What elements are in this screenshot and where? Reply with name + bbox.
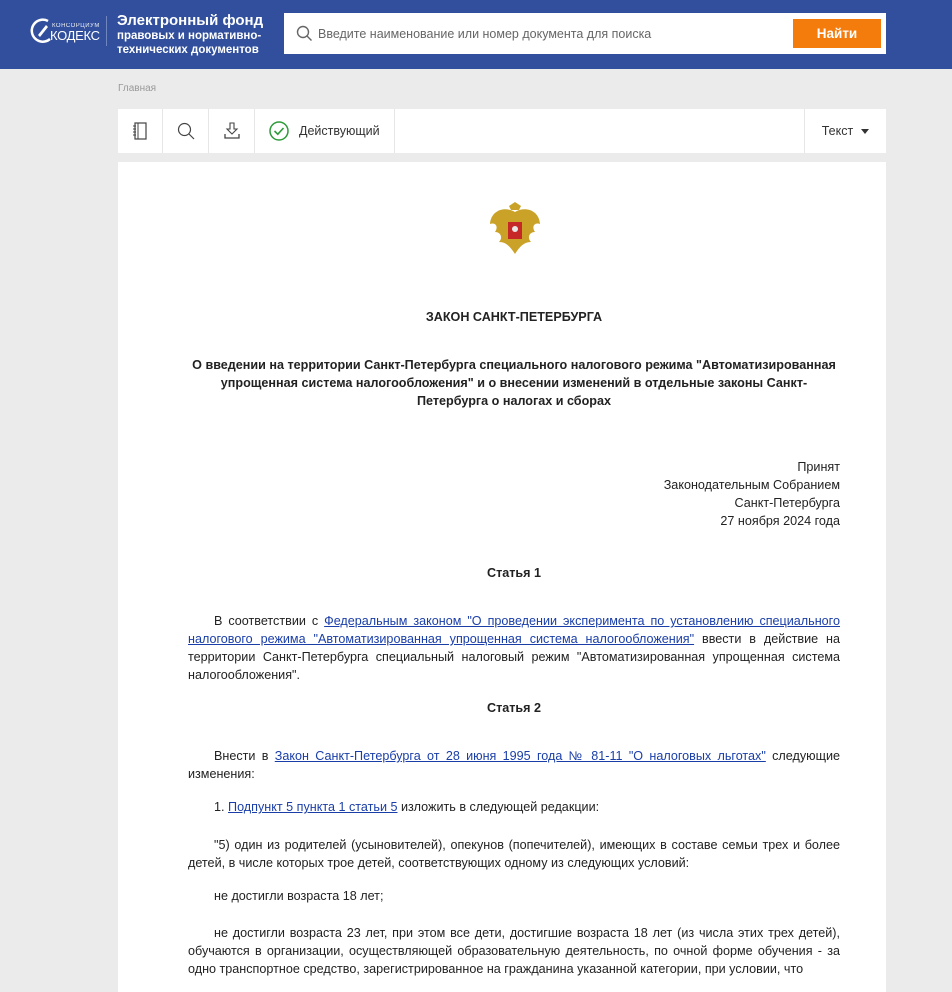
search-input[interactable] [318,13,778,54]
check-circle-icon [269,121,289,141]
text: ввести в действие на территории Санкт-Петербурга специальный налоговый режим "Автоматизированная упрощенная система налогообложения". [188,632,841,682]
header [0,0,952,69]
adoption-info [188,458,840,530]
paragraph: "5) один из родителей (усыновителей), опекунов (попечителей), имеющих в составе семьи трех и более детей, в числе которых трое детей, соответствующих одному из следующих условий: [188,838,840,870]
paragraph [188,612,840,684]
paragraph: не достигли возраста 23 лет, при этом все дети, достигшие возраста 18 лет (из числа этих трех детей), обучаются в организации, осуществляющей образовательную деятельность, по очной форме обучения - за одно транспортное средство, зарегистрированное на гражданина указанной категории, при условии, что [188,926,840,976]
paragraph [188,747,840,783]
paragraph [188,798,840,816]
site-title-line3: технических документов [117,44,259,56]
divider [106,16,107,46]
kodeks-logo[interactable] [30,15,105,45]
breadcrumb-home[interactable]: Главная [118,83,157,94]
document-type: ЗАКОН САНКТ-ПЕТЕРБУРГА [425,310,603,324]
search-button[interactable]: Найти [793,19,881,48]
chevron-down-icon [861,129,869,134]
search-bar [284,13,886,54]
site-title-line2: правовых и нормативно- [117,30,262,42]
status-label: Действующий [299,124,380,138]
text: изложить в следующей редакции: [397,800,600,814]
site-title [117,12,263,57]
adoption-line: Принят [797,460,840,474]
search-icon [296,25,313,42]
contents-button[interactable] [118,109,163,153]
view-mode-dropdown[interactable] [804,109,886,153]
adoption-line: Законодательным Собранием [663,478,840,492]
document-body [118,162,886,992]
text: следующие изменения: [188,749,840,781]
adoption-line: Санкт-Петербурга [734,496,840,510]
logo-text: КОДЕКС [50,28,100,43]
subparagraph-link[interactable]: Подпункт 5 пункта 1 статьи 5 [228,800,398,814]
logo-small-text: КОНСОРЦИУМ [52,23,100,29]
adoption-date: 27 ноября 2024 года [720,514,840,528]
article-heading: Статья 2 [486,701,542,715]
find-in-document-button[interactable] [163,109,209,153]
site-title-line1: Электронный фонд [117,12,264,29]
view-mode-label: Текст [821,124,854,138]
spb-law-link[interactable]: Закон Санкт-Петербурга от 28 июня 1995 года № 81-11 "О налоговых льготах" [274,749,766,763]
status-badge [255,109,395,153]
download-button[interactable] [209,109,255,153]
paragraph: не достигли возраста 18 лет; [214,889,384,903]
text: 1. [214,800,229,814]
text: Внести в [214,749,275,763]
federal-law-link[interactable]: Федеральным законом "О проведении эксперимента по установлению специального налогового режима "Автоматизированная упрощенная система налогообложения" [188,614,841,646]
search-icon [177,122,195,140]
coat-of-arms-emblem [487,202,543,260]
text: В соответствии с [214,614,325,628]
document-toolbar [118,109,886,153]
article-heading: Статья 1 [486,566,542,580]
document-title: О введении на территории Санкт-Петербурга специального налогового режима "Автоматизированная упрощенная система налогообложения" и о внесении изменений в отдельные законы Санкт-Петербурга о налогах и сборах [192,358,836,408]
notebook-icon [132,122,148,140]
download-icon [223,122,241,140]
